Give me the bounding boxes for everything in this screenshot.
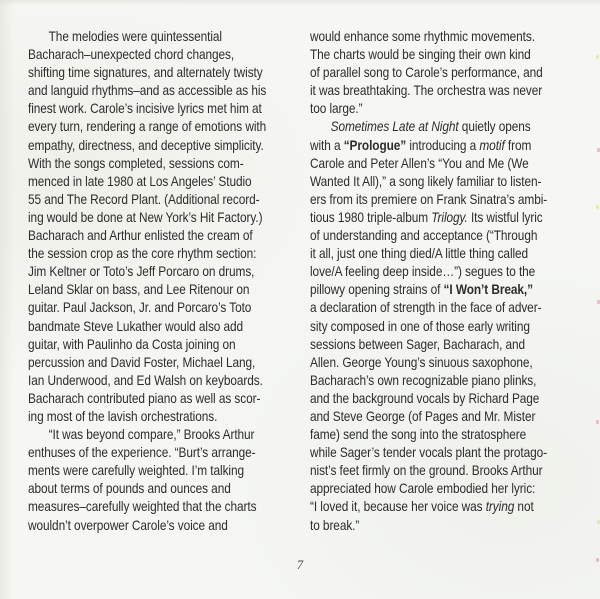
text-segment: measures–carefully weighted that the charts [28,499,257,515]
text-segment: shifting time signatures, and alternately twisty [28,65,263,81]
text-segment: Its wistful lyric [467,209,543,225]
text-segment: the session crop as the core rhythm section: [28,246,257,262]
text-line [28,100,303,118]
text-segment: it all, just one thing died/A little thing called [310,246,529,262]
text-segment: Jim Keltner or Toto’s Jeff Porcaro on drums, [28,264,255,280]
text-segment: of understanding and acceptance (“Through [310,228,538,244]
page-number: 7 [296,558,304,572]
text-segment: of parallel song to Carole’s performance, and [310,65,543,81]
text-line [310,118,585,136]
text-line [28,299,303,317]
text-line [28,498,303,516]
text-line [28,118,303,136]
text-line [310,498,585,516]
text-line [28,354,303,372]
text-segment: a declaration of strength in the face of adver- [310,300,542,316]
left-text-column [28,28,303,535]
text-line [310,245,585,263]
scan-artifact [596,420,599,424]
text-line [310,480,585,498]
text-segment: ing would be done at New York’s Hit Factory.) [28,209,263,225]
text-segment: ments were carefully weighted. I’m talking [28,463,244,479]
text-segment: Bacharach and Arthur enlisted the cream of [28,228,253,244]
text-segment: “It was beyond compare,” Brooks Arthur [48,427,255,443]
text-line [310,191,585,209]
text-segment: to break.” [310,517,360,533]
text-line [310,318,585,336]
text-segment: tious 1980 triple-album [310,209,432,225]
text-line [310,444,585,462]
right-text-column [310,28,585,535]
text-segment: Wanted It All),” a song likely familiar to listen- [310,173,542,189]
text-line [28,245,303,263]
text-line [28,318,303,336]
text-segment: guitar, with Paulinho da Costa joining on [28,336,236,352]
text-line [28,46,303,64]
text-line [28,426,303,444]
text-segment: wouldn’t overpower Carole’s voice and [28,517,228,533]
scan-artifact [596,558,599,562]
text-segment: love/A feeling deep inside…”) segues to the [310,264,536,280]
text-segment: and the background vocals by Richard Page [310,390,540,406]
text-line [310,336,585,354]
text-line [310,28,585,46]
text-line [28,173,303,191]
text-line [310,209,585,227]
text-segment: empathy, directness, and deceptive simplicity. [28,137,264,153]
text-segment: Allen. George Young’s sinuous saxophone, [310,354,533,370]
bold-text-segment: “Prologue” [343,137,407,153]
text-line [310,390,585,408]
text-line [28,336,303,354]
text-segment: ers from its premiere on Frank Sinatra’s ambi- [310,191,548,207]
italic-text-segment: motif [479,137,505,153]
text-segment: enthuses of the experience. “Burt’s arrange- [28,445,256,461]
text-line [310,64,585,82]
text-segment: fame) send the song into the stratosphere [310,427,527,443]
text-line [28,227,303,245]
italic-text-segment: Sometimes Late at Night [330,119,459,135]
text-line [28,137,303,155]
text-line [28,462,303,480]
text-line [28,372,303,390]
text-line [310,137,585,155]
text-segment: Bacharach’s own recognizable piano plinks, [310,372,537,388]
text-line [310,299,585,317]
italic-text-segment: trying [485,499,515,515]
text-line [310,354,585,372]
text-segment: appreciated how Carole embodied her lyric: [310,481,536,497]
text-line [310,173,585,191]
text-segment: “I loved it, because her voice was [310,499,486,515]
text-line [28,480,303,498]
text-segment: while Sager’s tender vocals plant the protago- [310,445,548,461]
scan-artifact [596,205,599,209]
text-line [28,408,303,426]
text-segment: Carole and Peter Allen’s “You and Me (We [310,155,529,171]
text-segment: The melodies were quintessential [48,29,222,44]
text-segment: too large.” [310,101,363,117]
text-segment: every turn, rendering a range of emotions with [28,119,267,135]
text-segment: Ian Underwood, and Ed Walsh on keyboards. [28,372,263,388]
text-line [310,82,585,100]
text-line [28,517,303,535]
text-segment: Bacharach contributed piano as well as scor- [28,390,261,406]
text-segment: guitar. Paul Jackson, Jr. and Porcaro’s Toto [28,300,252,316]
text-segment: and languid rhythms–and as accessible as his [28,83,267,99]
text-line [28,263,303,281]
text-segment: menced in late 1980 at Los Angeles’ Studio [28,173,252,189]
text-segment: percussion and David Foster, Michael Lang, [28,354,256,370]
text-line [28,209,303,227]
text-line [28,281,303,299]
text-segment: 55 and The Record Plant. (Additional record- [28,191,260,207]
text-line [28,82,303,100]
text-segment: about terms of pounds and ounces and [28,481,231,497]
text-line [310,426,585,444]
text-segment: bandmate Steve Lukather would also add [28,318,244,334]
text-line [310,372,585,390]
text-line [28,155,303,173]
text-segment: quietly opens [458,119,531,135]
text-segment: sity composed in one of those early writing [310,318,530,334]
text-line [310,517,585,535]
text-segment: The charts would be singing their own kind [310,47,531,63]
text-line [310,227,585,245]
text-segment: from [504,137,532,153]
text-line [310,46,585,64]
text-line [310,100,585,118]
text-line [310,263,585,281]
text-segment: and Steve George (of Pages and Mr. Mister [310,408,536,424]
text-line [310,462,585,480]
text-segment: finest work. Carole’s incisive lyrics met him at [28,101,262,117]
italic-text-segment: Trilogy. [431,209,468,225]
text-segment: pillowy opening strains of [310,282,444,298]
text-segment: ing most of the lavish orchestrations. [28,408,218,424]
text-line [28,444,303,462]
text-segment: With the songs completed, sessions com- [28,155,244,171]
text-segment: it was breathtaking. The orchestra was never [310,83,543,99]
text-line [310,155,585,173]
bold-text-segment: “I Won’t Break,” [443,282,533,298]
text-segment: introducing a [406,137,480,153]
text-segment: Bacharach–unexpected chord changes, [28,47,235,63]
text-segment: nist’s feet firmly on the ground. Brooks Arthur [310,463,543,479]
text-segment: sessions between Sager, Bacharach, and [310,336,526,352]
text-line [310,281,585,299]
text-segment: with a [310,137,344,153]
text-line [28,191,303,209]
text-line [28,28,303,46]
text-line [28,390,303,408]
text-line [28,64,303,82]
text-segment: would enhance some rhythmic movements. [310,29,535,44]
text-line [310,408,585,426]
text-segment: Leland Sklar on bass, and Lee Ritenour on [28,282,250,298]
text-segment: not [514,499,534,515]
scan-artifact [596,55,599,59]
